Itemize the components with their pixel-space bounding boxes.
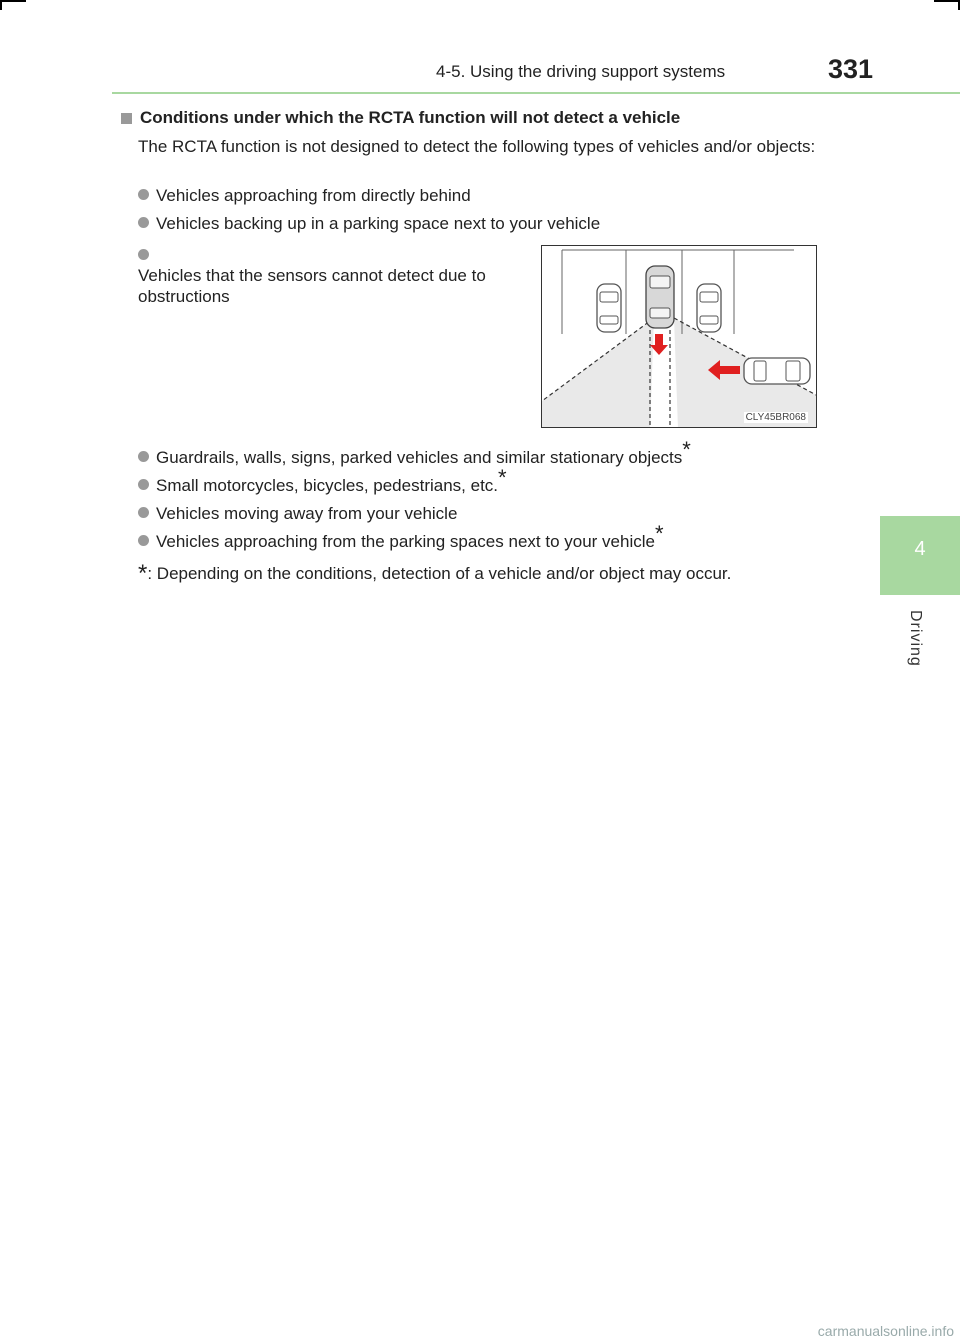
list-item-text: Vehicles moving away from your vehicle (156, 504, 458, 523)
crop-mark (934, 0, 960, 2)
list-item (138, 437, 691, 468)
crop-mark (0, 0, 26, 2)
list-item (138, 465, 507, 496)
circle-bullet-icon (138, 189, 149, 200)
header-rule (112, 92, 960, 94)
circle-bullet-icon (138, 249, 149, 260)
asterisk-marker: * (682, 437, 691, 462)
list-item-text: Guardrails, walls, signs, parked vehicles and similar stationary objects (156, 448, 683, 467)
asterisk-marker: * (498, 465, 507, 490)
list-item (138, 185, 471, 206)
section-intro: The RCTA function is not designed to detect the following types of vehicles and/or objects: (138, 137, 816, 156)
section-heading (121, 108, 680, 128)
circle-bullet-icon (138, 535, 149, 546)
footnote (138, 560, 731, 588)
section-heading-text: Conditions under which the RCTA function will not detect a vehicle (140, 108, 681, 127)
list-item (138, 244, 518, 307)
footnote-marker: * (138, 560, 148, 587)
watermark: carmanualsonline.info (817, 1323, 954, 1339)
list-item-text: Vehicles backing up in a parking space next to your vehicle (156, 214, 601, 233)
circle-bullet-icon (138, 479, 149, 490)
chapter-label: Driving (907, 610, 924, 667)
list-item (138, 213, 600, 234)
figure-code: CLY45BR068 (745, 412, 806, 423)
asterisk-marker: * (654, 521, 664, 546)
circle-bullet-icon (138, 217, 149, 228)
header-section-title: 4-5. Using the driving support systems (436, 62, 726, 81)
rcta-illustration (541, 245, 817, 428)
chapter-number: 4 (914, 538, 926, 560)
list-item-text: Vehicles approaching from the parking spaces next to your vehicle (156, 532, 655, 551)
square-bullet-icon (121, 113, 132, 124)
list-item-text: Small motorcycles, bicycles, pedestrians, etc. (156, 476, 499, 495)
list-item-text: Vehicles approaching from directly behind (156, 186, 471, 205)
list-item-text: Vehicles that the sensors cannot detect due to obstructions (138, 266, 486, 306)
list-item (138, 503, 457, 524)
footnote-text: : Depending on the conditions, detection of a vehicle and/or object may occur. (147, 564, 732, 583)
list-item (138, 521, 664, 552)
circle-bullet-icon (138, 451, 149, 462)
circle-bullet-icon (138, 507, 149, 518)
page-number: 331 (828, 54, 874, 84)
